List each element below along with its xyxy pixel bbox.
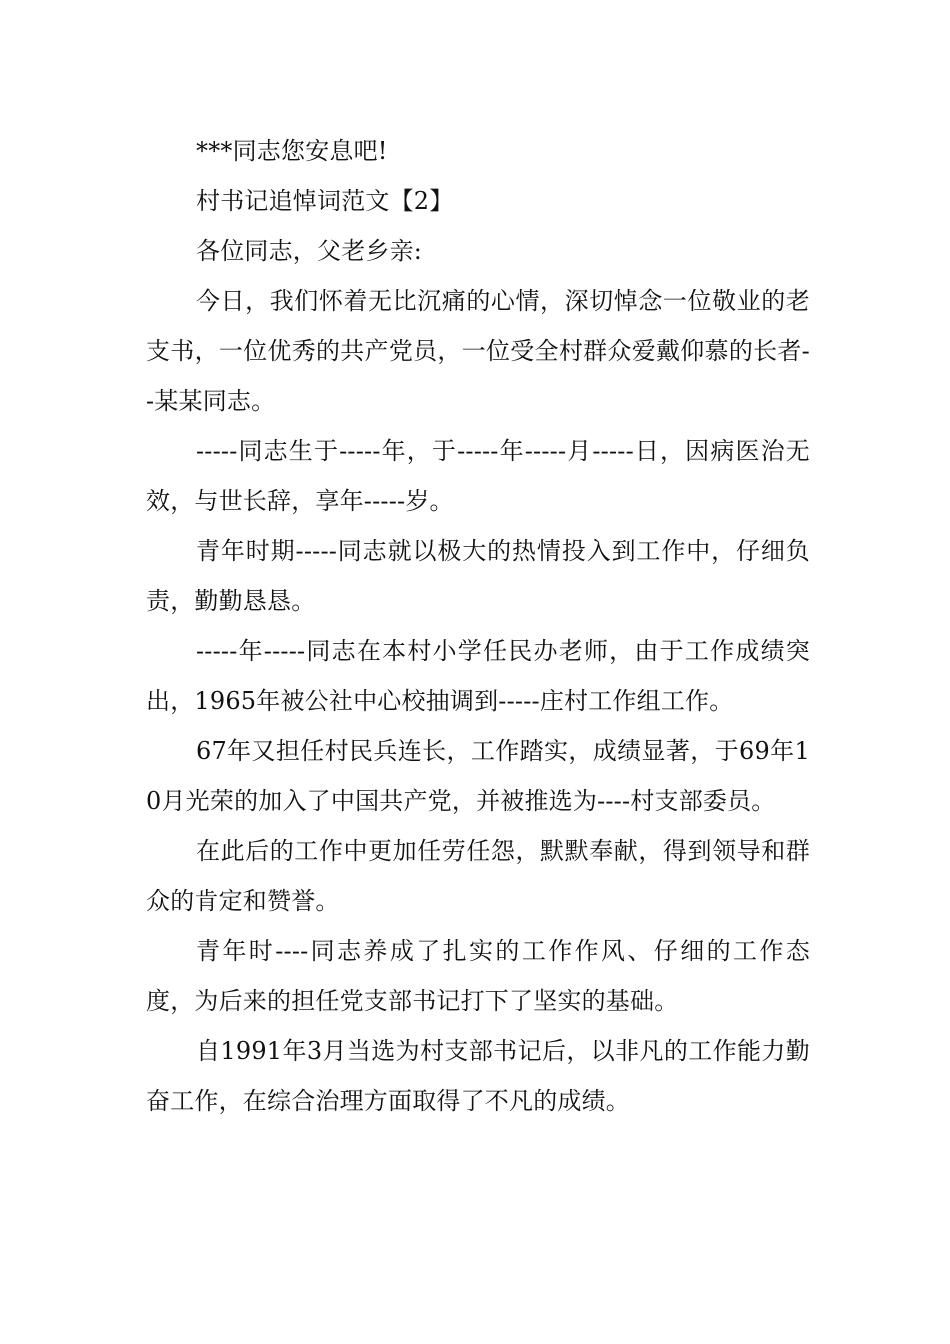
section-heading: 村书记追悼词范文【2】: [196, 187, 454, 215]
paragraph-birth-death: -----同志生于-----年，于-----年-----月-----日，因病医治无效，与世长辞，享年-----岁。: [146, 437, 810, 515]
paragraph-teacher: -----年-----同志在本村小学任民办老师，由于工作成绩突出，1965年被公社中心校抽调到-----庄村工作组工作。: [146, 637, 810, 715]
paragraph-dedication: 在此后的工作中更加任劳任怨，默默奉献，得到领导和群众的肯定和赞誉。: [146, 837, 810, 915]
paragraph-secretary: 自1991年3月当选为村支部书记后，以非凡的工作能力勤奋工作，在综合治理方面取得了不凡的成绩。: [146, 1037, 810, 1115]
salutation: 各位同志，父老乡亲:: [196, 237, 423, 265]
paragraph-youth: 青年时期-----同志就以极大的热情投入到工作中，仔细负责，勤勤恳恳。: [146, 537, 810, 615]
paragraph-militia: 67年又担任村民兵连长，工作踏实，成绩显著，于69年10月光荣的加入了中国共产党，并被推选为----村支部委员。: [146, 737, 810, 815]
document-body: [146, 126, 810, 1126]
paragraph-work-style: 青年时----同志养成了扎实的工作作风、仔细的工作态度，为后来的担任党支部书记打下了坚实的基础。: [146, 937, 810, 1015]
paragraph-opening: 今日，我们怀着无比沉痛的心情，深切悼念一位敬业的老支书，一位优秀的共产党员，一位受全村群众爱戴仰慕的长者--某某同志。: [146, 287, 810, 415]
closing-line: ***同志您安息吧!: [196, 137, 388, 165]
